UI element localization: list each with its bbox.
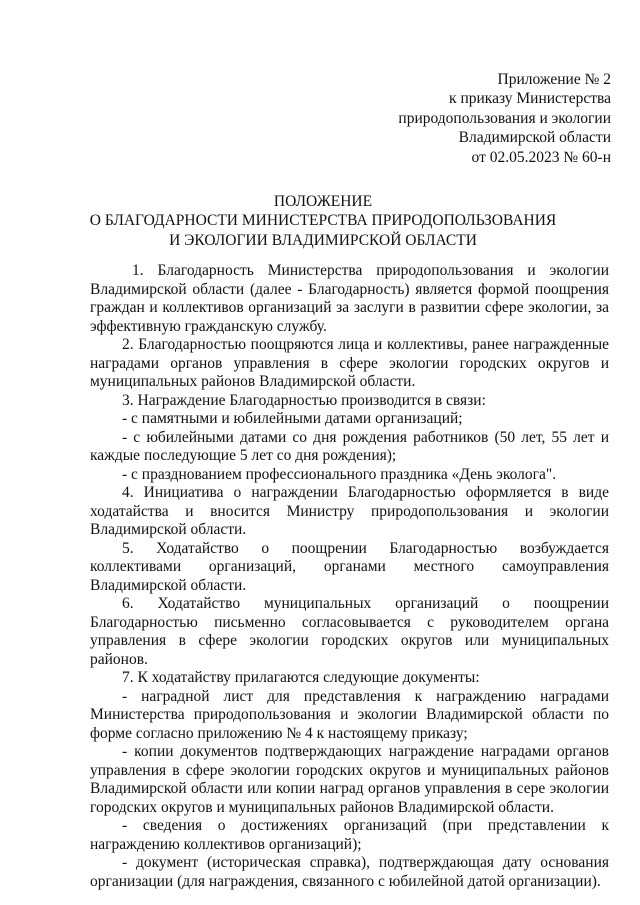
list-item-3a: - с памятными и юбилейными датами организаций; bbox=[122, 410, 463, 427]
paragraph-7: 7. К ходатайству прилагаются следующие документы: bbox=[122, 669, 480, 686]
appendix-date-number: от 02.05.2023 № 60-н bbox=[471, 148, 611, 166]
list-item-3c: - с празднованием профессионального праздника «День эколога". bbox=[122, 465, 557, 483]
title-line-3: И ЭКОЛОГИИ ВЛАДИМИРСКОЙ ОБЛАСТИ bbox=[169, 231, 477, 249]
appendix-ministry: природопользования и экологии bbox=[398, 109, 611, 127]
appendix-header bbox=[311, 70, 611, 167]
paragraph-4: 4. Инициатива о награждении Благодарностью оформляется в виде ходатайства и вносится Министру природопользования и экологии Владимирской области. bbox=[90, 484, 609, 538]
appendix-order-ref: к приказу Министерства bbox=[449, 90, 611, 108]
list-item-7a: - наградной лист для представления к награждению наградами Министерства природопользования и экологии Владимирской области по форме согласно приложению № 4 к настоящему приказу; bbox=[90, 687, 609, 742]
title-line-1: ПОЛОЖЕНИЕ bbox=[273, 193, 373, 210]
paragraph-3: 3. Награждение Благодарностью производится в связи: bbox=[122, 391, 486, 409]
paragraph-2: 2. Благодарностью поощряются лица и коллективы, ранее награжденные наградами органов управления в сфере экологии городских округов и муниципальных районов Владимирской области. bbox=[90, 336, 609, 390]
document-body bbox=[90, 262, 609, 891]
paragraph-5: 5. Ходатайство о поощрении Благодарностью возбуждается коллективами организаций, органами местного самоуправления Владимирской области. bbox=[90, 539, 609, 594]
appendix-region: Владимирской области bbox=[458, 129, 611, 147]
list-item-7d: - документ (историческая справка), подтверждающая дату основания организации (для награждения, связанного с юбилейной датой организации). bbox=[90, 854, 609, 890]
list-item-7c: - сведения о достижениях организаций (при представлении к награждению коллективов организаций); bbox=[90, 817, 609, 853]
paragraph-1: 1. Благодарность Министерства природопользования и экологии Владимирской области (далее - Благодарность) является формой поощрения граждан и коллективов организаций за заслуги в развитии сфере экологии, за эффективную гражданскую службу. bbox=[90, 262, 609, 335]
title-line-2: О БЛАГОДАРНОСТИ МИНИСТЕРСТВА ПРИРОДОПОЛЬЗОВАНИЯ bbox=[89, 212, 557, 230]
list-item-7b: - копии документов подтверждающих награждение наградами органов управления в сфере экологии городских округов и муниципальных районов Владимирской области или копии наград органов управления в сере экологии городских округов и муниципальных районов Владимирской области. bbox=[90, 743, 609, 816]
paragraph-6: 6. Ходатайство муниципальных организаций о поощрении Благодарностью письменно согласовывается с руководителем органа управления в сфере экологии городских округов или муниципальных районов. bbox=[90, 595, 609, 668]
appendix-number: Приложение № 2 bbox=[497, 71, 611, 88]
document-title bbox=[60, 192, 586, 250]
list-item-3b: - с юбилейными датами со дня рождения работников (50 лет, 55 лет и каждые последующие 5 лет со дня рождения); bbox=[90, 428, 609, 464]
